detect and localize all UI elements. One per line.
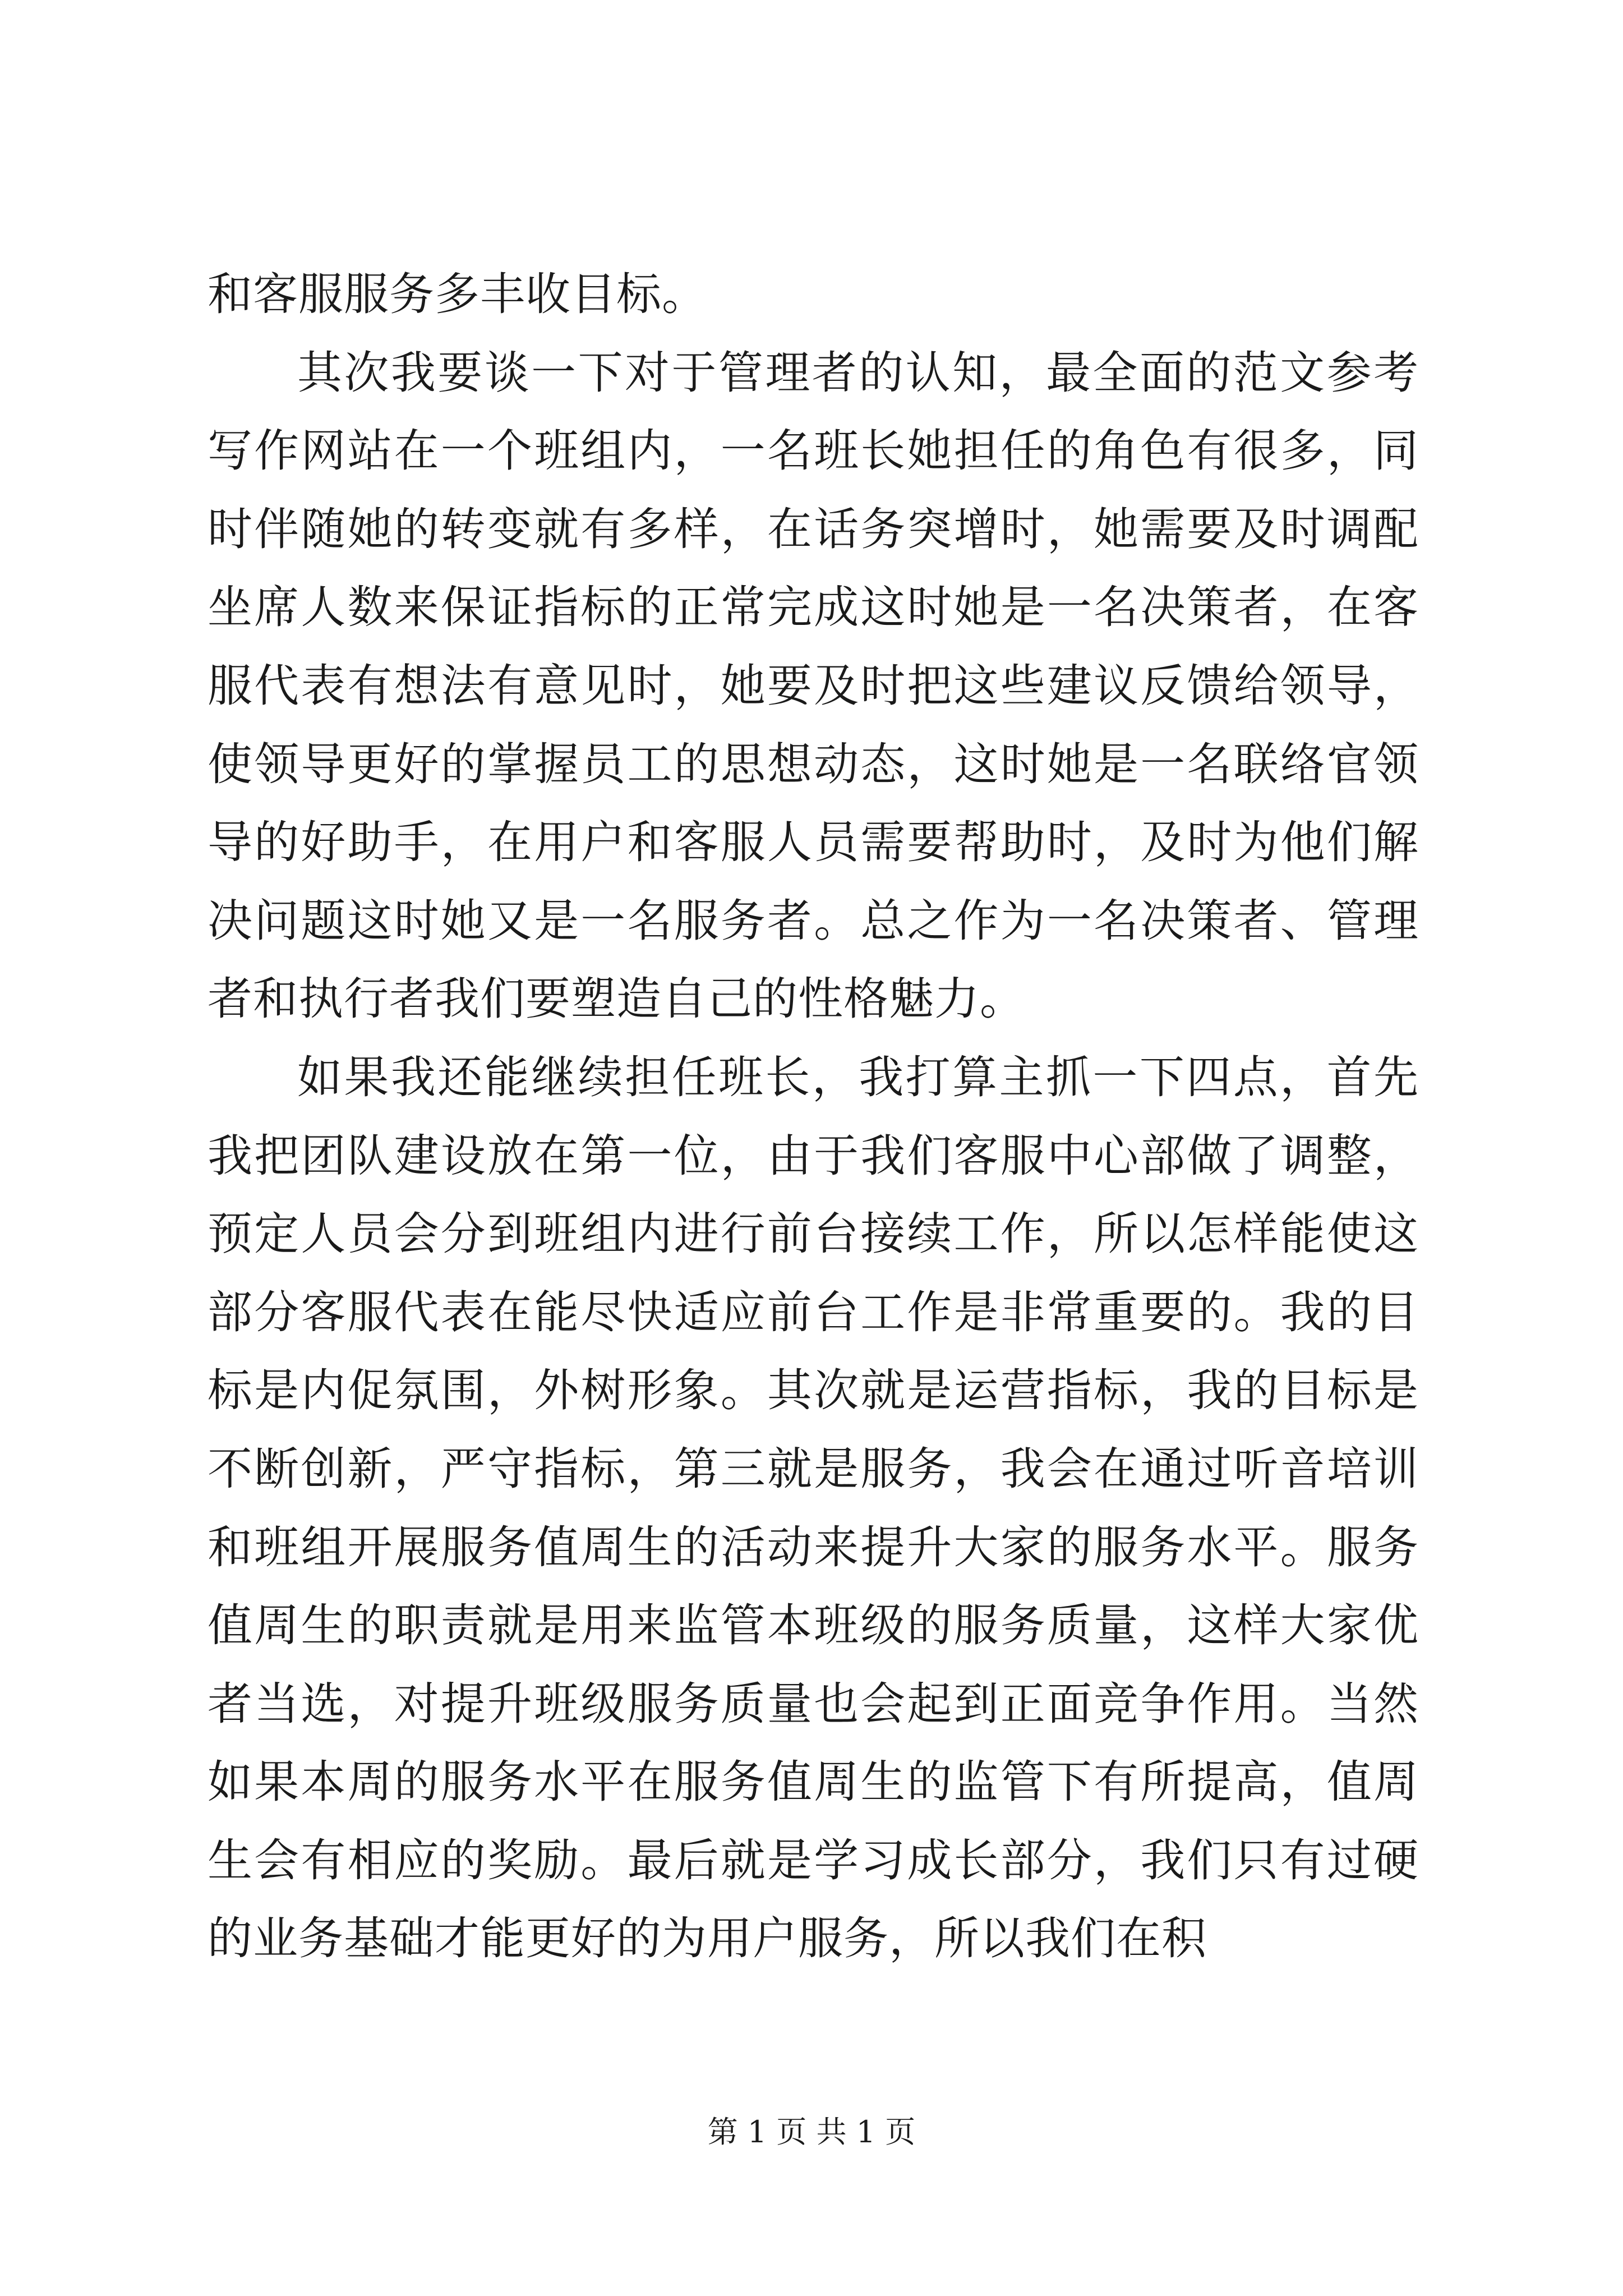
paragraph-continuation: 和客服服务多丰收目标。 <box>208 268 707 320</box>
paragraph-plan: 如果我还能继续担任班长，我打算主抓一下四点，首先我把团队建设放在第一位，由于我们客服中心部做了调整，预定人员会分到班组内进行前台接续工作，所以怎样能使这部分客服代表在能尽快适应前台工作是非常重要的。我的目标是内促氛围，外树形象。其次就是运营指标，我的目标是不断创新，严守指标，第三就是服务，我会在通过听音培训和班组开展服务值周生的活动来提升大家的服务水平。服务值周生的职责就是用来监管本班级的服务质量，这样大家优者当选，对提升班级服务质量也会起到正面竞争作用。当然如果本周的服务水平在服务值周生的监管下有所提高，值周生会有相应的奖励。最后就是学习成长部分，我们只有过硬的业务基础才能更好的为用户服务，所以我们在积 <box>208 1051 1419 1965</box>
paragraph-manager-role: 其次我要谈一下对于管理者的认知，最全面的范文参考写作网站在一个班组内，一名班长她担任的角色有很多，同时伴随她的转变就有多样，在话务突增时，她需要及时调配坐席人数来保证指标的正常完成这时她是一名决策者，在客服代表有想法有意见时，她要及时把这些建议反馈给领导，使领导更好的掌握员工的思想动态，这时她是一名联络官领导的好助手，在用户和客服人员需要帮助时，及时为他们解决问题这时她又是一名服务者。总之作为一名决策者、管理者和执行者我们要塑造自己的性格魅力。 <box>208 346 1419 1025</box>
page-footer: 第 1 页 共 1 页 <box>707 2114 916 2150</box>
document-body <box>208 255 1419 1978</box>
